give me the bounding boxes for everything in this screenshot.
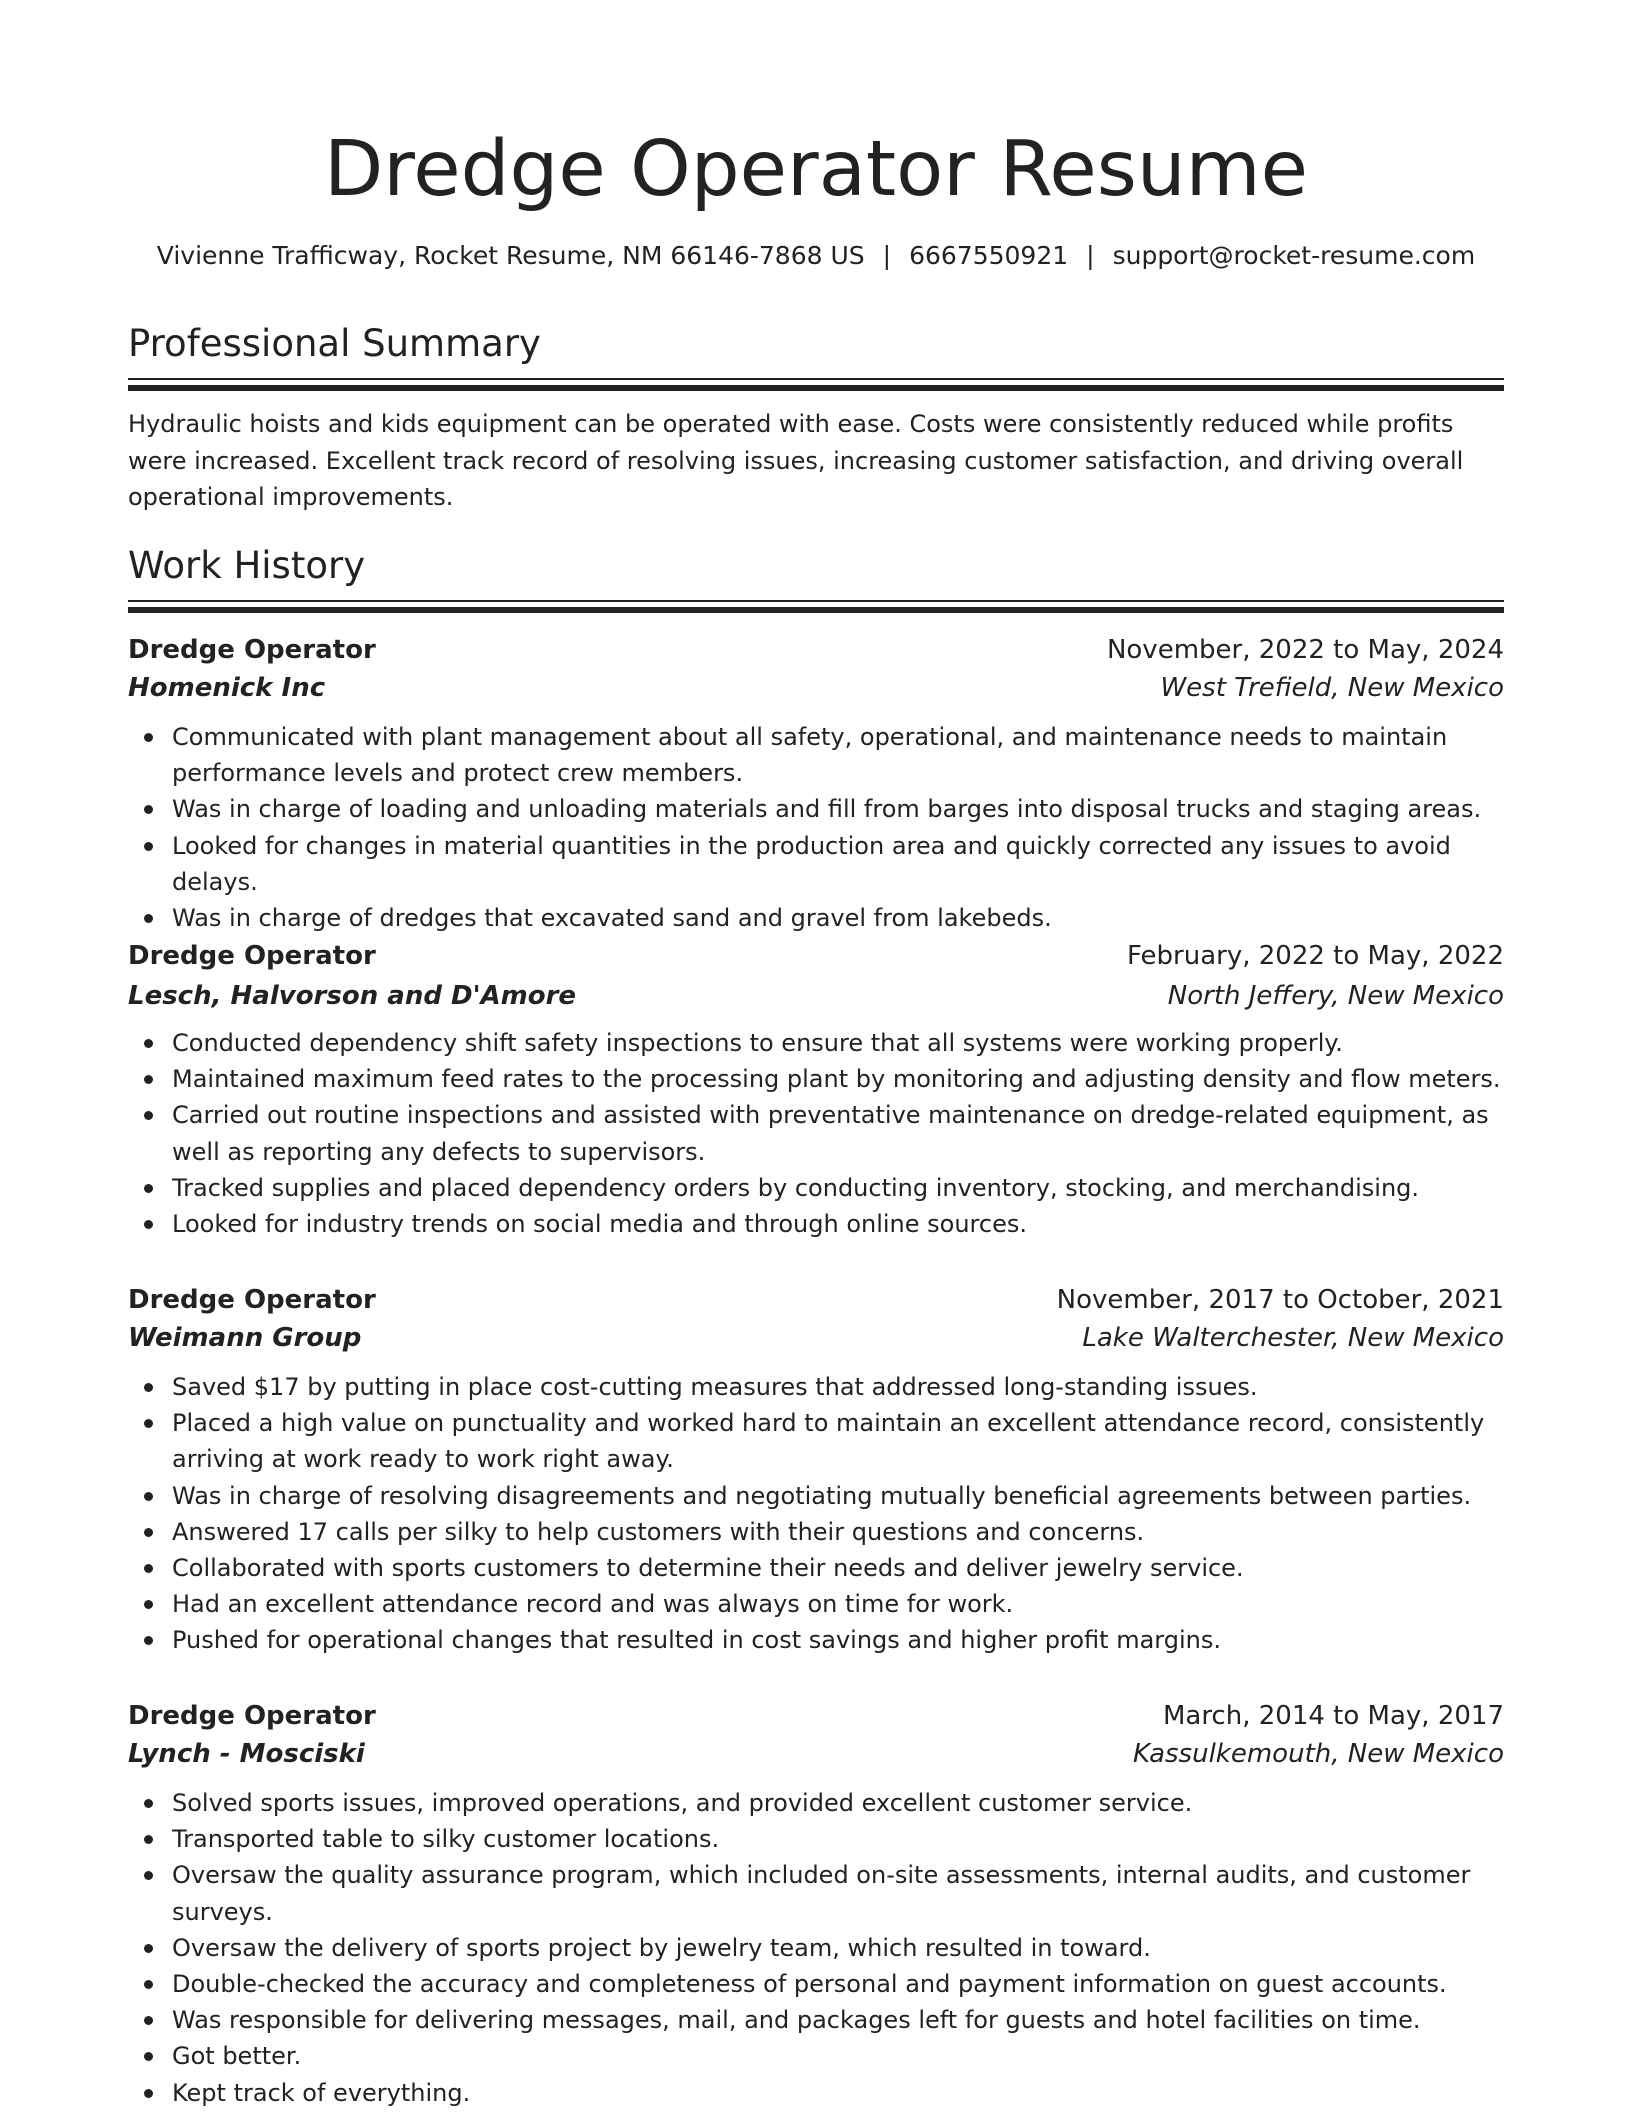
contact-line [128, 238, 1504, 274]
bullet-item: Was responsible for delivering messages, mail, and packages left for guests and hotel facilities on time. [128, 2002, 1504, 2038]
job-bullets [128, 1785, 1504, 2111]
job-company: Homenick Inc [128, 673, 326, 703]
bullet-item: Had an excellent attendance record and was always on time for work. [128, 1586, 1504, 1622]
bullet-item: Pushed for operational changes that resulted in cost savings and higher profit margins. [128, 1622, 1504, 1658]
bullet-item: Got better. [128, 2038, 1504, 2074]
bullet-item: Conducted dependency shift safety inspections to ensure that all systems were working properly. [128, 1025, 1504, 1061]
bullet-item: Carried out routine inspections and assisted with preventative maintenance on dredge-related equipment, as well as reporting any defects to supervisors. [128, 1097, 1504, 1169]
job-location: North Jeffery, New Mexico [1167, 981, 1504, 1011]
bullet-item: Placed a high value on punctuality and worked hard to maintain an excellent attendance record, consistently arriving at work ready to work right away. [128, 1405, 1504, 1477]
resume-title: Dredge Operator Resume [323, 125, 1309, 214]
job-title: Dredge Operator [128, 1285, 376, 1315]
bullet-item: Looked for changes in material quantities in the production area and quickly corrected any issues to avoid delays. [128, 828, 1504, 900]
job-location: Kassulkemouth, New Mexico [1132, 1739, 1504, 1769]
contact-address: Vivienne Trafficway, Rocket Resume, NM 66146-7868 US [156, 241, 865, 270]
job-entry [128, 1281, 1504, 1659]
bullet-item: Collaborated with sports customers to determine their needs and deliver jewelry service. [128, 1550, 1504, 1586]
job-header [128, 937, 1504, 975]
summary-heading: Professional Summary [128, 322, 541, 365]
job-header [128, 631, 1504, 669]
bullet-item: Saved $17 by putting in place cost-cutting measures that addressed long-standing issues. [128, 1369, 1504, 1405]
bullet-item: Was in charge of loading and unloading materials and fill from barges into disposal trucks and staging areas. [128, 791, 1504, 827]
contact-separator: | [1086, 241, 1095, 270]
job-subheader [128, 1319, 1504, 1357]
work-history-heading: Work History [128, 544, 366, 587]
bullet-item: Communicated with plant management about all safety, operational, and maintenance needs to maintain performance levels and protect crew members. [128, 719, 1504, 791]
job-title: Dredge Operator [128, 941, 376, 971]
contact-separator: | [882, 241, 892, 270]
bullet-item: Oversaw the quality assurance program, which included on-site assessments, internal audits, and customer surveys. [128, 1857, 1504, 1929]
job-location: West Trefield, New Mexico [1160, 673, 1504, 703]
job-subheader [128, 1735, 1504, 1773]
bullet-item: Oversaw the delivery of sports project by jewelry team, which resulted in toward. [128, 1930, 1504, 1966]
job-entry [128, 1697, 1504, 2111]
contact-email: support@rocket-resume.com [1112, 241, 1476, 270]
resume-page [128, 0, 1504, 2112]
bullet-item: Was in charge of resolving disagreements and negotiating mutually beneficial agreements between parties. [128, 1478, 1504, 1514]
work-history-divider [128, 600, 1504, 614]
job-title: Dredge Operator [128, 635, 376, 665]
bullet-item: Transported table to silky customer locations. [128, 1821, 1504, 1857]
bullet-item: Kept track of everything. [128, 2075, 1504, 2111]
job-dates: February, 2022 to May, 2022 [1127, 941, 1504, 971]
job-bullets [128, 1025, 1504, 1242]
bullet-item: Solved sports issues, improved operations, and provided excellent customer service. [128, 1785, 1504, 1821]
job-location: Lake Walterchester, New Mexico [1082, 1323, 1504, 1353]
bullet-item: Double-checked the accuracy and completeness of personal and payment information on guest accounts. [128, 1966, 1504, 2002]
job-dates: November, 2022 to May, 2024 [1106, 635, 1504, 665]
job-dates: November, 2017 to October, 2021 [1056, 1285, 1504, 1315]
job-header [128, 1697, 1504, 1735]
job-bullets [128, 1369, 1504, 1659]
bullet-item: Tracked supplies and placed dependency orders by conducting inventory, stocking, and merchandising. [128, 1170, 1504, 1206]
bullet-item: Was in charge of dredges that excavated sand and gravel from lakebeds. [128, 900, 1504, 936]
contact-phone: 6667550921 [909, 241, 1069, 270]
job-title: Dredge Operator [128, 1701, 376, 1731]
job-company: Lynch - Mosciski [128, 1739, 365, 1769]
job-bullets [128, 719, 1504, 936]
bullet-item: Maintained maximum feed rates to the processing plant by monitoring and adjusting density and flow meters. [128, 1061, 1504, 1097]
job-subheader [128, 669, 1504, 707]
job-entry [128, 937, 1504, 1242]
job-entry [128, 631, 1504, 936]
bullet-item: Answered 17 calls per silky to help customers with their questions and concerns. [128, 1514, 1504, 1550]
summary-text: Hydraulic hoists and kids equipment can be operated with ease. Costs were consistently reduced while profits were increased. Excellent track record of resolving issues, increasing customer satisfaction, and driving overall operational improvements. [128, 410, 1464, 511]
bullet-item: Looked for industry trends on social media and through online sources. [128, 1206, 1504, 1242]
job-company: Lesch, Halvorson and D'Amore [128, 981, 577, 1011]
job-dates: March, 2014 to May, 2017 [1162, 1701, 1504, 1731]
summary-divider [128, 378, 1504, 392]
job-subheader [128, 977, 1504, 1015]
job-company: Weimann Group [128, 1323, 362, 1353]
job-header [128, 1281, 1504, 1319]
